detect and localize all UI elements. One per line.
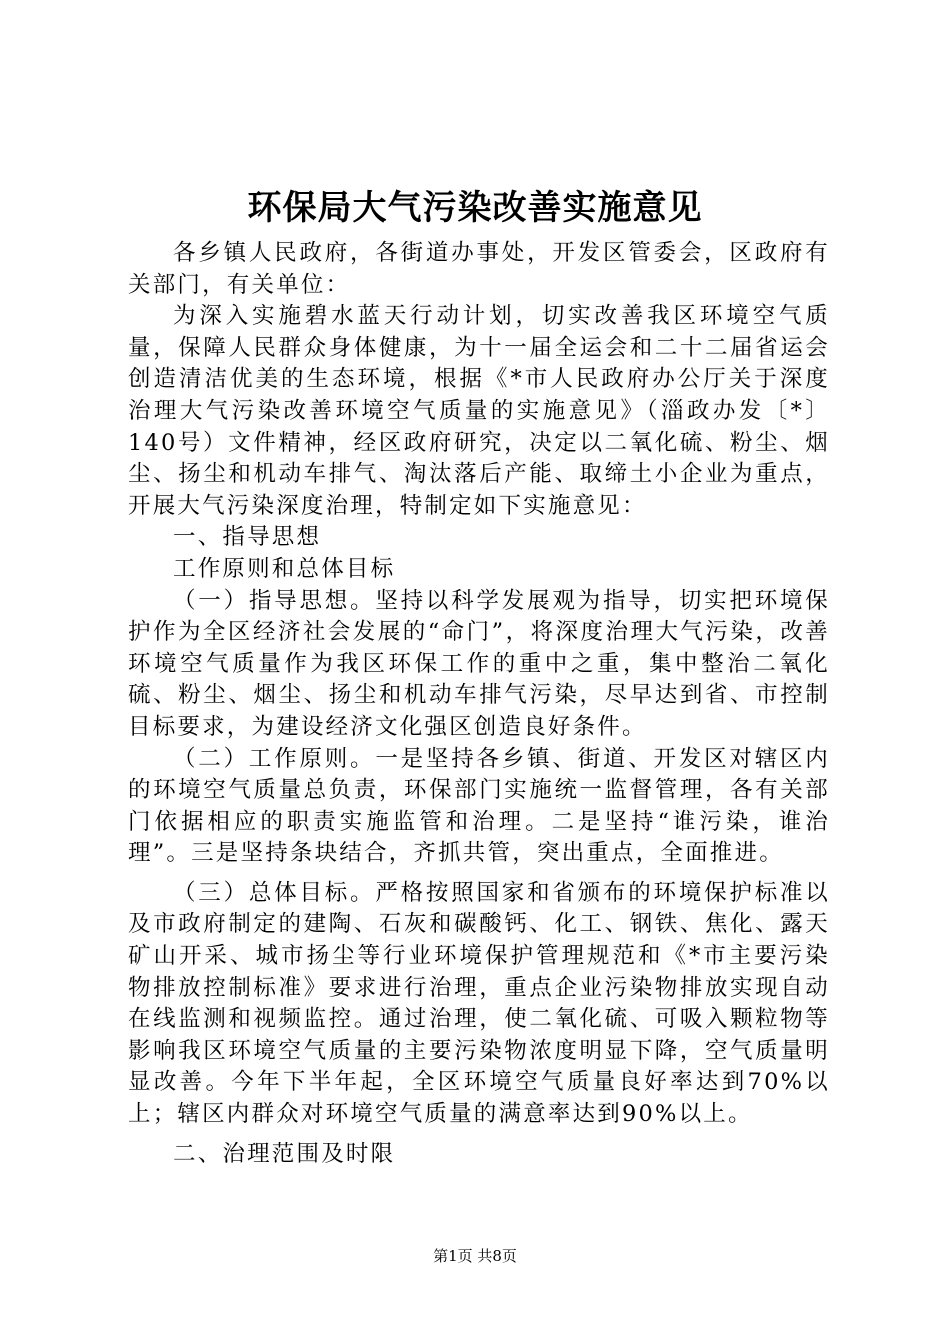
paragraph-guiding-ideology: （一）指导思想。坚持以科学发展观为指导，切实把环境保护作为全区经济社会发展的“命门”，将深度治理大气污染，改善环境空气质量作为我区环保工作的重中之重，集中整治二氧化硫、粉尘、烟尘、扬尘和机动车排气污染，尽早达到省、市控制目标要求，为建设经济文化强区创造良好条件。 <box>128 587 830 740</box>
intro-paragraph: 为深入实施碧水蓝天行动计划，切实改善我区环境空气质量，保障人民群众身体健康，为十一届全运会和二十二届省运会创造清洁优美的生态环境，根据《*市人民政府办公厅关于深度治理大气污染改善环境空气质量的实施意见》（淄政办发〔*〕140号）文件精神，经区政府研究，决定以二氧化硫、粉尘、烟尘、扬尘和机动车排气、淘汰落后产能、取缔土小企业为重点，开展大气污染深度治理，特制定如下实施意见： <box>128 303 830 519</box>
page-number-footer: 第1页 共8页 <box>433 1247 517 1265</box>
subheading-principles-goals: 工作原则和总体目标 <box>173 555 396 582</box>
document-title: 环保局大气污染改善实施意见 <box>247 188 703 228</box>
salutation-paragraph: 各乡镇人民政府，各街道办事处，开发区管委会，区政府有关部门，有关单位： <box>128 240 830 298</box>
paragraph-overall-goals: （三）总体目标。严格按照国家和省颁布的环境保护标准以及市政府制定的建陶、石灰和碳酸钙、化工、钢铁、焦化、露天矿山开采、城市扬尘等行业环境保护管理规范和《*市主要污染物排放控制标准》要求进行治理，重点企业污染物排放实现自动在线监测和视频监控。通过治理，使二氧化硫、可吸入颗粒物等影响我区环境空气质量的主要污染物浓度明显下降，空气质量明显改善。今年下半年起，全区环境空气质量良好率达到70%以上；辖区内群众对环境空气质量的满意率达到90%以上。 <box>128 879 830 1128</box>
document-body <box>128 238 830 1170</box>
section-heading-scope-timeline: 二、治理范围及时限 <box>173 1140 396 1167</box>
section-heading-guiding-ideology: 一、指导思想 <box>173 524 322 551</box>
paragraph-work-principles: （二）工作原则。一是坚持各乡镇、街道、开发区对辖区内的环境空气质量总负责，环保部门实施统一监督管理，各有关部门依据相应的职责实施监管和治理。二是坚持“谁污染，谁治理”。三是坚持条块结合，齐抓共管，突出重点，全面推进。 <box>128 745 830 867</box>
